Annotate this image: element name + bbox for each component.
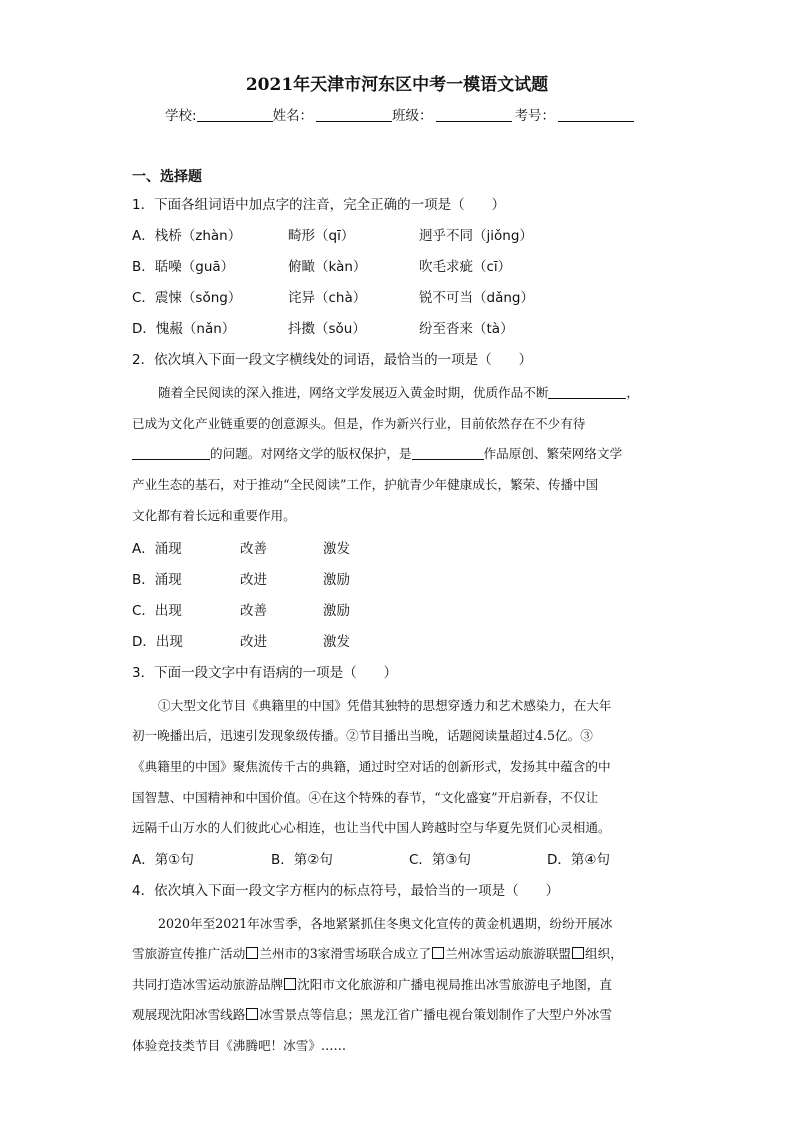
q4-passage-line-2 [132, 943, 662, 962]
q4-text: 组织， [585, 946, 623, 961]
q3-passage-line-1: ①大型文化节目《典籍里的中国》凭借其独特的思想穿透力和艺术感染力，在大年 [158, 698, 612, 713]
q1-option-a-3: 迥乎不同（jiǒng） [419, 228, 533, 244]
q4-text: 共同打造冰雪运动旅游品牌 [132, 977, 284, 992]
page-title: 2021年天津市河东区中考一模语文试题 [245, 75, 549, 95]
class-blank[interactable] [436, 107, 512, 122]
q2-option-a-3: 激发 [323, 541, 350, 557]
name-blank[interactable] [316, 107, 392, 122]
q4-passage-line-4 [132, 1004, 662, 1023]
q4-passage-line-3 [132, 974, 662, 993]
q2-passage-line-5: 文化都有着长远和重要作用。 [132, 508, 296, 523]
punctuation-box [432, 947, 444, 959]
q2-option-b-3: 激励 [323, 572, 350, 588]
q2-option-b-1[interactable]: B．涌现 [132, 572, 182, 588]
q2-option-d-2: 改进 [240, 634, 267, 650]
q2-option-d-1[interactable]: D．出现 [132, 634, 183, 650]
punctuation-box [572, 947, 584, 959]
q1-option-c-2: 诧异（chà） [288, 290, 367, 306]
q4-text: 冰雪景点等信息；黑龙江省广播电视台策划制作了大型户外冰雪 [259, 1007, 612, 1022]
q2-text: 的问题。对网络文学的版权保护，是 [210, 446, 412, 461]
q2-blank-1 [548, 385, 626, 399]
q2-option-c-1[interactable]: C．出现 [132, 603, 182, 619]
q1-option-b-3: 吹毛求疵（cī） [419, 259, 512, 275]
q1-option-d-3: 纷至沓来（tà） [419, 321, 514, 337]
q4-text: 兰州市的3家滑雪场联合成立了 [259, 946, 432, 961]
q1-option-c-1[interactable]: C．震悚（sǒng） [132, 290, 242, 306]
q2-passage-line-2: 已成为文化产业链重要的创意源头。但是，作为新兴行业，目前依然存在不少有待 [132, 416, 586, 431]
q2-text: 随着全民阅读的深入推进，网络文学发展迈入黄金时期，优质作品不断 [158, 385, 549, 400]
q3-passage-line-5: 远隔千山万水的人们彼此心心相连，也让当代中国人跨越时空与华夏先贤们心灵相通。 [132, 820, 611, 835]
exam-no-blank[interactable] [558, 107, 634, 122]
q2-text: 作品原创、繁荣网络文学 [483, 446, 623, 461]
punctuation-box [246, 947, 258, 959]
q2-option-b-2: 改进 [240, 572, 267, 588]
q2-blank-2 [132, 446, 210, 460]
name-label: 姓名： [272, 108, 314, 124]
q4-text: 观展现沈阳冰雪线路 [132, 1007, 246, 1022]
q1-option-d-2: 抖擞（sǒu） [288, 321, 366, 337]
question-2-stem: 2．依次填入下面一段文字横线处的词语，最恰当的一项是（ ） [132, 352, 533, 368]
punctuation-box [284, 978, 296, 990]
q3-option-d[interactable]: D．第④句 [547, 852, 610, 868]
q2-option-c-2: 改善 [240, 603, 267, 619]
q2-option-a-2: 改善 [240, 541, 267, 557]
q1-option-a-2: 畸形（qī） [288, 228, 355, 244]
school-label: 学校: [165, 108, 197, 124]
q3-option-a[interactable]: A．第①句 [132, 852, 194, 868]
q2-option-c-3: 激励 [323, 603, 350, 619]
question-1-stem: 1．下面各组词语中加点字的注音，完全正确的一项是（ ） [132, 197, 506, 213]
question-3-stem: 3．下面一段文字中有语病的一项是（ ） [132, 665, 398, 681]
q4-passage-line-1: 2020年至2021年冰雪季，各地紧紧抓住冬奥文化宣传的黄金机遇期，纷纷开展冰 [158, 916, 613, 931]
q2-text: ， [626, 385, 639, 400]
exam-no-label: 考号： [514, 108, 556, 124]
q4-passage-line-5: 体验竞技类节目《沸腾吧！冰雪》…… [132, 1038, 347, 1053]
student-info-line [165, 104, 634, 124]
q1-option-a-1[interactable]: A．栈桥（zhàn） [132, 228, 242, 244]
q2-passage-line-3 [132, 443, 662, 462]
q1-option-b-2: 俯瞰（kàn） [288, 259, 367, 275]
q3-option-c[interactable]: C．第③句 [409, 852, 472, 868]
q2-option-d-3: 激发 [323, 634, 350, 650]
q3-passage-line-2: 初一晚播出后，迅速引发现象级传播。②节目播出当晚，话题阅读量超过4.5亿。③ [132, 728, 593, 743]
q4-text: 雪旅游宣传推广活动 [132, 946, 246, 961]
q4-text: 沈阳市文化旅游和广播电视局推出冰雪旅游电子地图，直 [297, 977, 612, 992]
q2-passage-line-4: 产业生态的基石，对于推动“全民阅读”工作，护航青少年健康成长，繁荣、传播中国 [132, 477, 599, 492]
q3-option-b[interactable]: B．第②句 [271, 852, 333, 868]
q3-passage-line-4: 国智慧、中国精神和中国价值。④在这个特殊的春节，“文化盛宴”开启新春，不仅让 [132, 790, 599, 805]
q3-passage-line-3: 《典籍里的中国》聚焦流传千古的典籍，通过时空对话的创新形式，发扬其中蕴含的中 [132, 759, 611, 774]
school-blank[interactable] [197, 107, 273, 122]
question-4-stem: 4．依次填入下面一段文字方框内的标点符号，最恰当的一项是（ ） [132, 883, 560, 899]
q1-option-b-1[interactable]: B．聒噪（guā） [132, 259, 235, 275]
q2-blank-3 [412, 446, 484, 460]
q4-text: 兰州冰雪运动旅游联盟 [445, 946, 572, 961]
class-label: 班级： [392, 108, 433, 124]
q1-option-c-3: 锐不可当（dǎng） [419, 290, 534, 306]
punctuation-box [246, 1008, 258, 1020]
q2-option-a-1[interactable]: A．涌现 [132, 541, 182, 557]
q1-option-d-1[interactable]: D．愧赧（nǎn） [132, 321, 236, 337]
section-heading: 一、选择题 [132, 169, 202, 185]
q2-passage-line-1 [158, 382, 688, 401]
